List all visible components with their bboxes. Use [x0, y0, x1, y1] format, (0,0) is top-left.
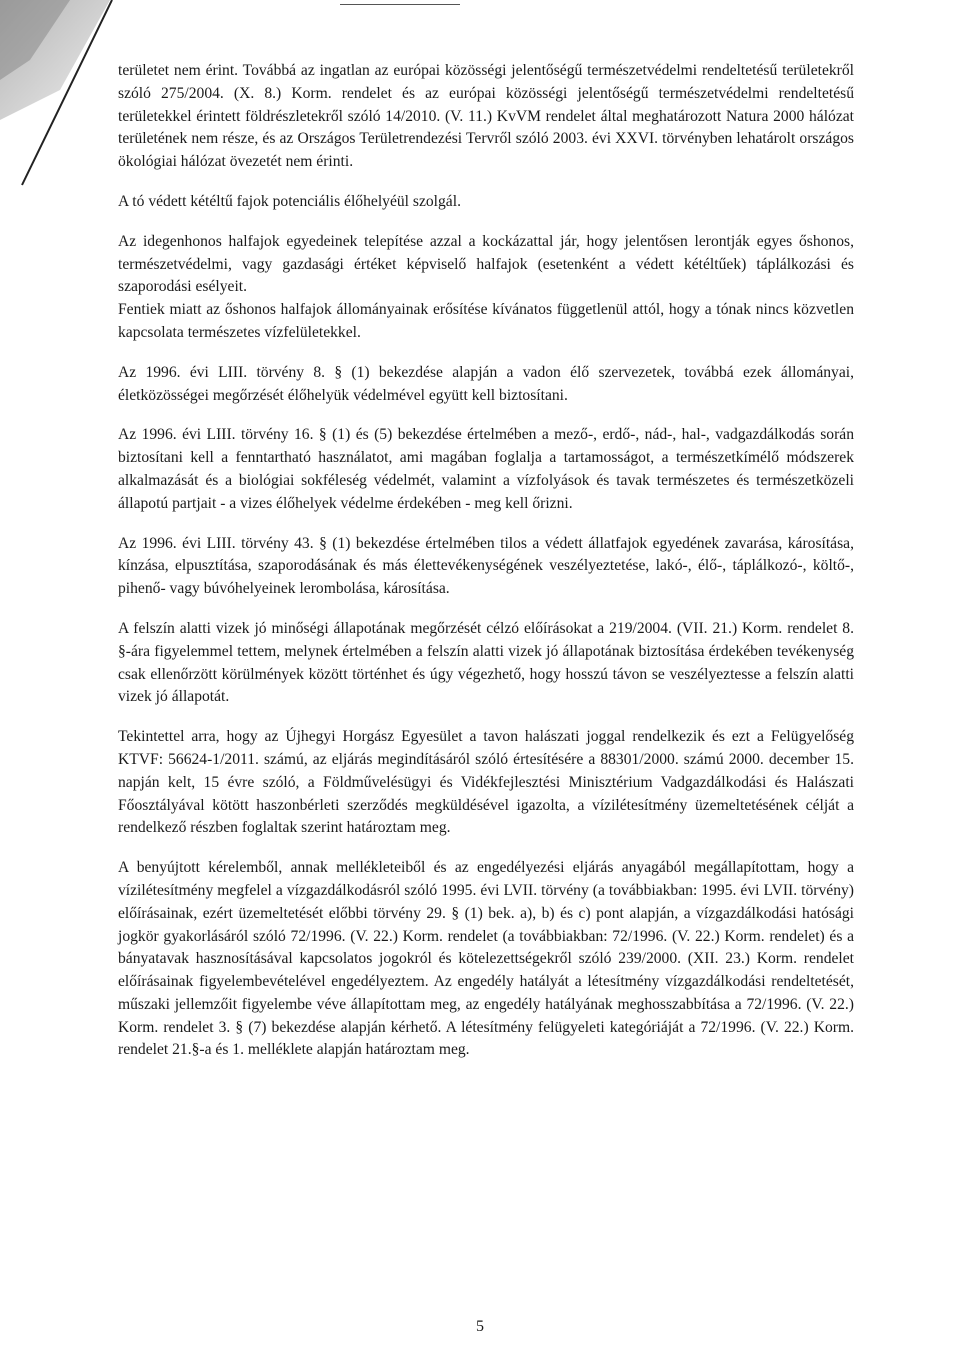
paragraph-law-section-16: Az 1996. évi LIII. törvény 16. § (1) és (5) bekezdése értelmében a mező-, erdő-, nád-, hal-, vadgazdálkodás során biztosítani kell a fenntartható használatot, ami magában foglalja a tartamosságot, a természetkímélő módszerek alkalmazását és a biológiai sokféleség védelmét, valamint a vízfolyások és tavak természetes és természetközeli állapotú partjait - a vizes élőhelyek védelme érdekében - meg kell őrizni. [118, 426, 854, 512]
paragraph-natura-2000: területet nem érint. Továbbá az ingatlan az európai közösségi jelentőségű természetvédelmi rendeltetésű területekről szóló 275/2004. (X. 8.) Korm. rendelet és az európai közösségi jelentőségű természetvédelmi rendeltetésű területekkel érintett földrészletekről szóló 14/2010. (V. 11.) KvVM rendelet által meghatározott Natura 2000 hálózat területének nem része, és az Országos Területrendezési Tervről szóló 2003. évi XXVI. törvényben lehatárolt országos ökológiai hálózat övezetét nem érinti. [118, 62, 854, 171]
paragraph-native-fish: Fentiek miatt az őshonos halfajok állományainak erősítése kívánatos függetlenül attól, hogy a tónak nincs közvetlen kapcsolata természetes vízfelületekkel. [118, 301, 854, 341]
scan-fold-mark [0, 0, 130, 200]
paragraph-groundwater: A felszín alatti vizek jó minőségi állapotának megőrzését célzó előírásokat a 219/2004. (VII. 21.) Korm. rendelet 8. §-ára figyelemmel tettem, melynek értelmében a felszín alatti vizek jó állapotának biztosítása érdekében tevékenység csak ellenőrzött körülmények között történhet és úgy végezhető, hogy hosszú távon se veszélyeztesse a felszín alatti vizek jó állapotát. [118, 619, 854, 706]
document-body [118, 60, 854, 1079]
top-rule [340, 4, 460, 5]
paragraph-permit-basis: A benyújtott kérelemből, annak mellékleteiből és az engedélyezési eljárás anyagából megállapítottam, hogy a vízilétesítmény megfelel a vízgazdálkodásról szóló 1995. évi LVII. törvény (a továbbiakban: 1995. évi LVII. törvény) előírásainak, ezért üzemeltetését előbbi törvény 29. § (1) bek. a), b) és c) pont alapján, a vízgazdálkodási hatósági jogkör gyakorlásáról szóló 72/1996. (V. 22.) Korm. rendelet (a továbbiakban: 72/1996. (V. 22.) Korm. rendelet) és a bányatavak hasznosításával kapcsolatos jogokról és kötelezettségekről szóló 239/2000. (XII. 23.) Korm. rendelet előírásainak figyelembevételével engedélyeztem. Az engedély hatályát a létesítmény vízgazdálkodási rendeltetését, műszaki jellemzőit figyelembe véve állapítottam meg, az engedély hatályának meghosszabbítása a 72/1996. (V. 22.) Korm. rendelet 3. § (7) bekezdése alapján kérhető. A létesítmény felügyeleti kategóriáját a 72/1996. (V. 22.) Korm. rendelet 21.§-a és 1. melléklete alapján határoztam meg. [118, 859, 854, 1059]
paragraph-law-section-43: Az 1996. évi LIII. törvény 43. § (1) bekezdése értelmében tilos a védett állatfajok egyedének zavarása, károsítása, kínzása, elpusztítása, szaporodásának és más élettevékenységének veszélyeztetése, lakó-, élő-, táplálkozó-, költő-, pihenő- vagy búvóhelyeinek lerombolása, károsítása. [118, 534, 854, 598]
paragraph-law-section-8: Az 1996. évi LIII. törvény 8. § (1) bekezdése alapján a vadon élő szervezetek, továbbá ezek állományai, életközösségei megőrzését élőhelyük védelmével együtt kell biztosítani. [118, 363, 854, 404]
page-number: 5 [476, 1318, 484, 1335]
paragraph-amphibian-habitat: A tó védett kétéltű fajok potenciális élőhelyéül szolgál. [118, 192, 461, 210]
paragraph-invasive-fish: Az idegenhonos halfajok egyedeinek telepítése azzal a kockázattal jár, hogy jelentősen lerontják egyes őshonos, természetvédelmi, vagy gazdasági értéket képviselő halfajok (esetenként a védett kétéltűek) táplálkozási és szaporodási esélyeit. [118, 232, 854, 296]
paragraph-fishing-rights: Tekintettel arra, hogy az Újhegyi Horgász Egyesület a tavon halászati joggal rendelkezik és ezt a Felügyelőség KTVF: 56624-1/2011. számú, az eljárás megindításáról szóló értesítésére a 88301/2000. számú 2000. december 15. napján kelt, 15 évre szóló, a Földművelésügyi és Vidékfejlesztési Minisztérium Vadgazdálkodási és Halászati Főosztályával kötött haszonbérleti szerződés megküldésével igazolta, a vízilétesítmény üzemeltetésének célját a rendelkező részben foglaltak szerint határoztam meg. [118, 728, 854, 837]
